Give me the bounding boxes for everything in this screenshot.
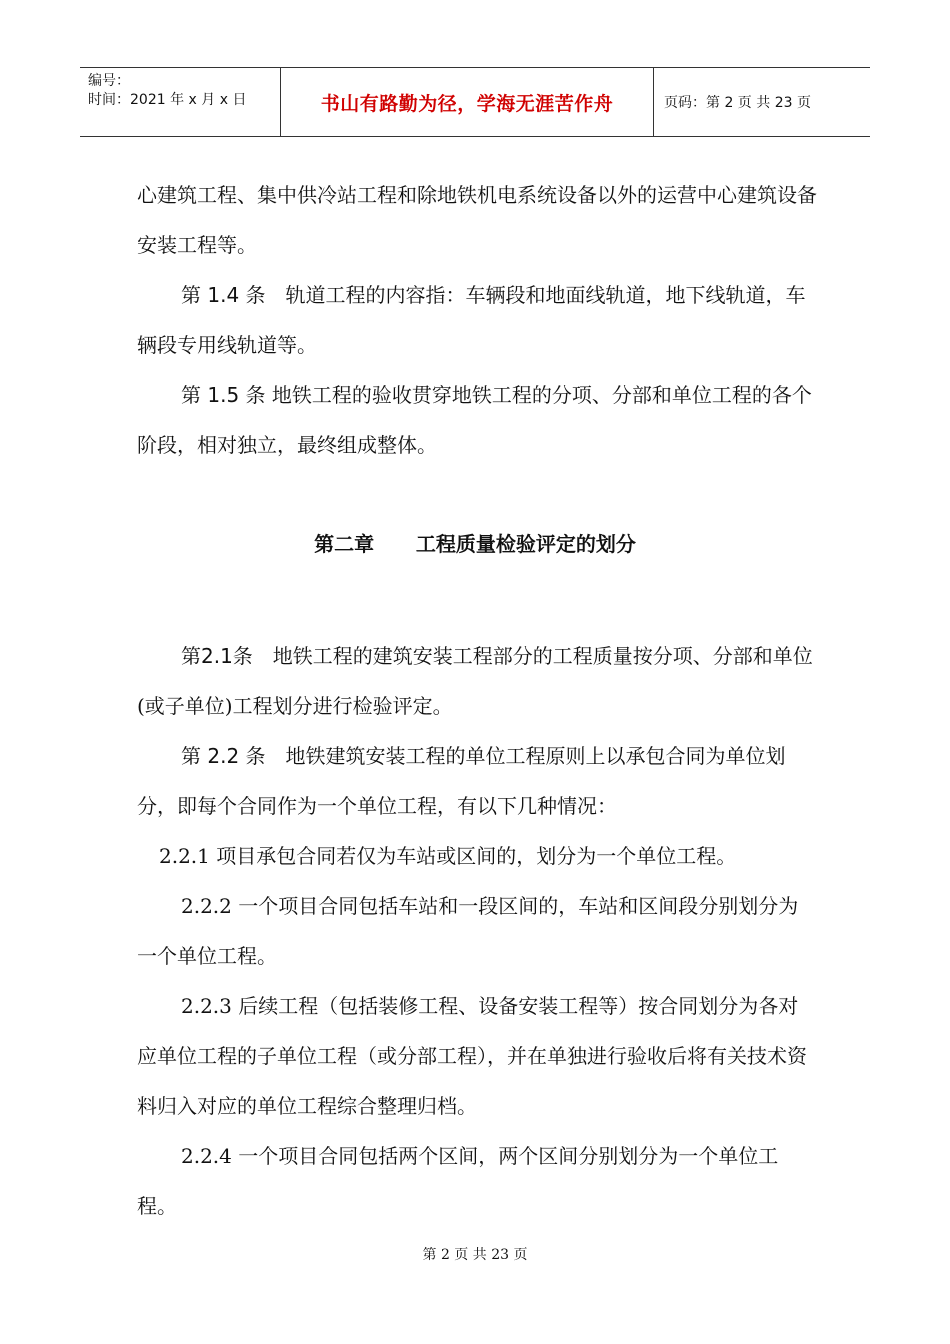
article-1-4-text: 轨道工程的内容指：车辆段和地面线轨道，地下线轨道，车辆段专用线轨道等。 [137, 283, 806, 357]
article-1-4 [137, 270, 817, 370]
chapter-heading: 第二章 工程质量检验评定的划分 [314, 532, 636, 556]
article-2-1-label: 第2.1条 [181, 644, 253, 668]
article-2-2 [137, 731, 817, 831]
article-2-2-text: 地铁建筑安装工程的单位工程原则上以承包合同为单位划分，即每个合同作为一个单位工程，有以下几种情况： [137, 744, 786, 818]
paragraph-continuation: 心建筑工程、集中供冷站工程和除地铁机电系统设备以外的运营中心建筑设备安装工程等。 [137, 183, 817, 257]
document-date-label: 时间：2021 年 x 月 x 日 [88, 92, 247, 108]
article-2-1-text: 地铁工程的建筑安装工程部分的工程质量按分项、分部和单位(或子单位)工程划分进行检验评定。 [137, 644, 813, 718]
article-1-5 [137, 370, 817, 470]
header-motto: 书山有路勤为径，学海无涯苦作舟 [281, 68, 654, 136]
article-1-5-text: 地铁工程的验收贯穿地铁工程的分项、分部和单位工程的各个阶段，相对独立，最终组成整体。 [137, 383, 812, 457]
page-footer: 第 2 页 共 23 页 [422, 1247, 528, 1263]
header-page-info: 页码：第 2 页 共 23 页 [664, 95, 811, 111]
article-1-5-label: 第 1.5 条 [181, 383, 266, 407]
clause-2-2-2: 2.2.2 一个项目合同包括车站和一段区间的，车站和区间段分别划分为一个单位工程。 [137, 894, 799, 968]
article-1-4-label: 第 1.4 条 [181, 283, 266, 307]
clause-2-2-1: 2.2.1 项目承包合同若仅为车站或区间的，划分为一个单位工程。 [159, 844, 737, 868]
article-2-2-label: 第 2.2 条 [181, 744, 266, 768]
page-header [80, 67, 870, 137]
article-2-1 [137, 631, 817, 731]
header-meta [80, 68, 281, 136]
clause-2-2-4: 2.2.4 一个项目合同包括两个区间，两个区间分别划分为一个单位工程。 [137, 1144, 779, 1218]
document-number-label: 编号： [88, 73, 130, 89]
clause-2-2-3: 2.2.3 后续工程（包括装修工程、设备安装工程等）按合同划分为各对应单位工程的子单位工程（或分部工程），并在单独进行验收后将有关技术资料归入对应的单位工程综合整理归档。 [137, 994, 807, 1118]
